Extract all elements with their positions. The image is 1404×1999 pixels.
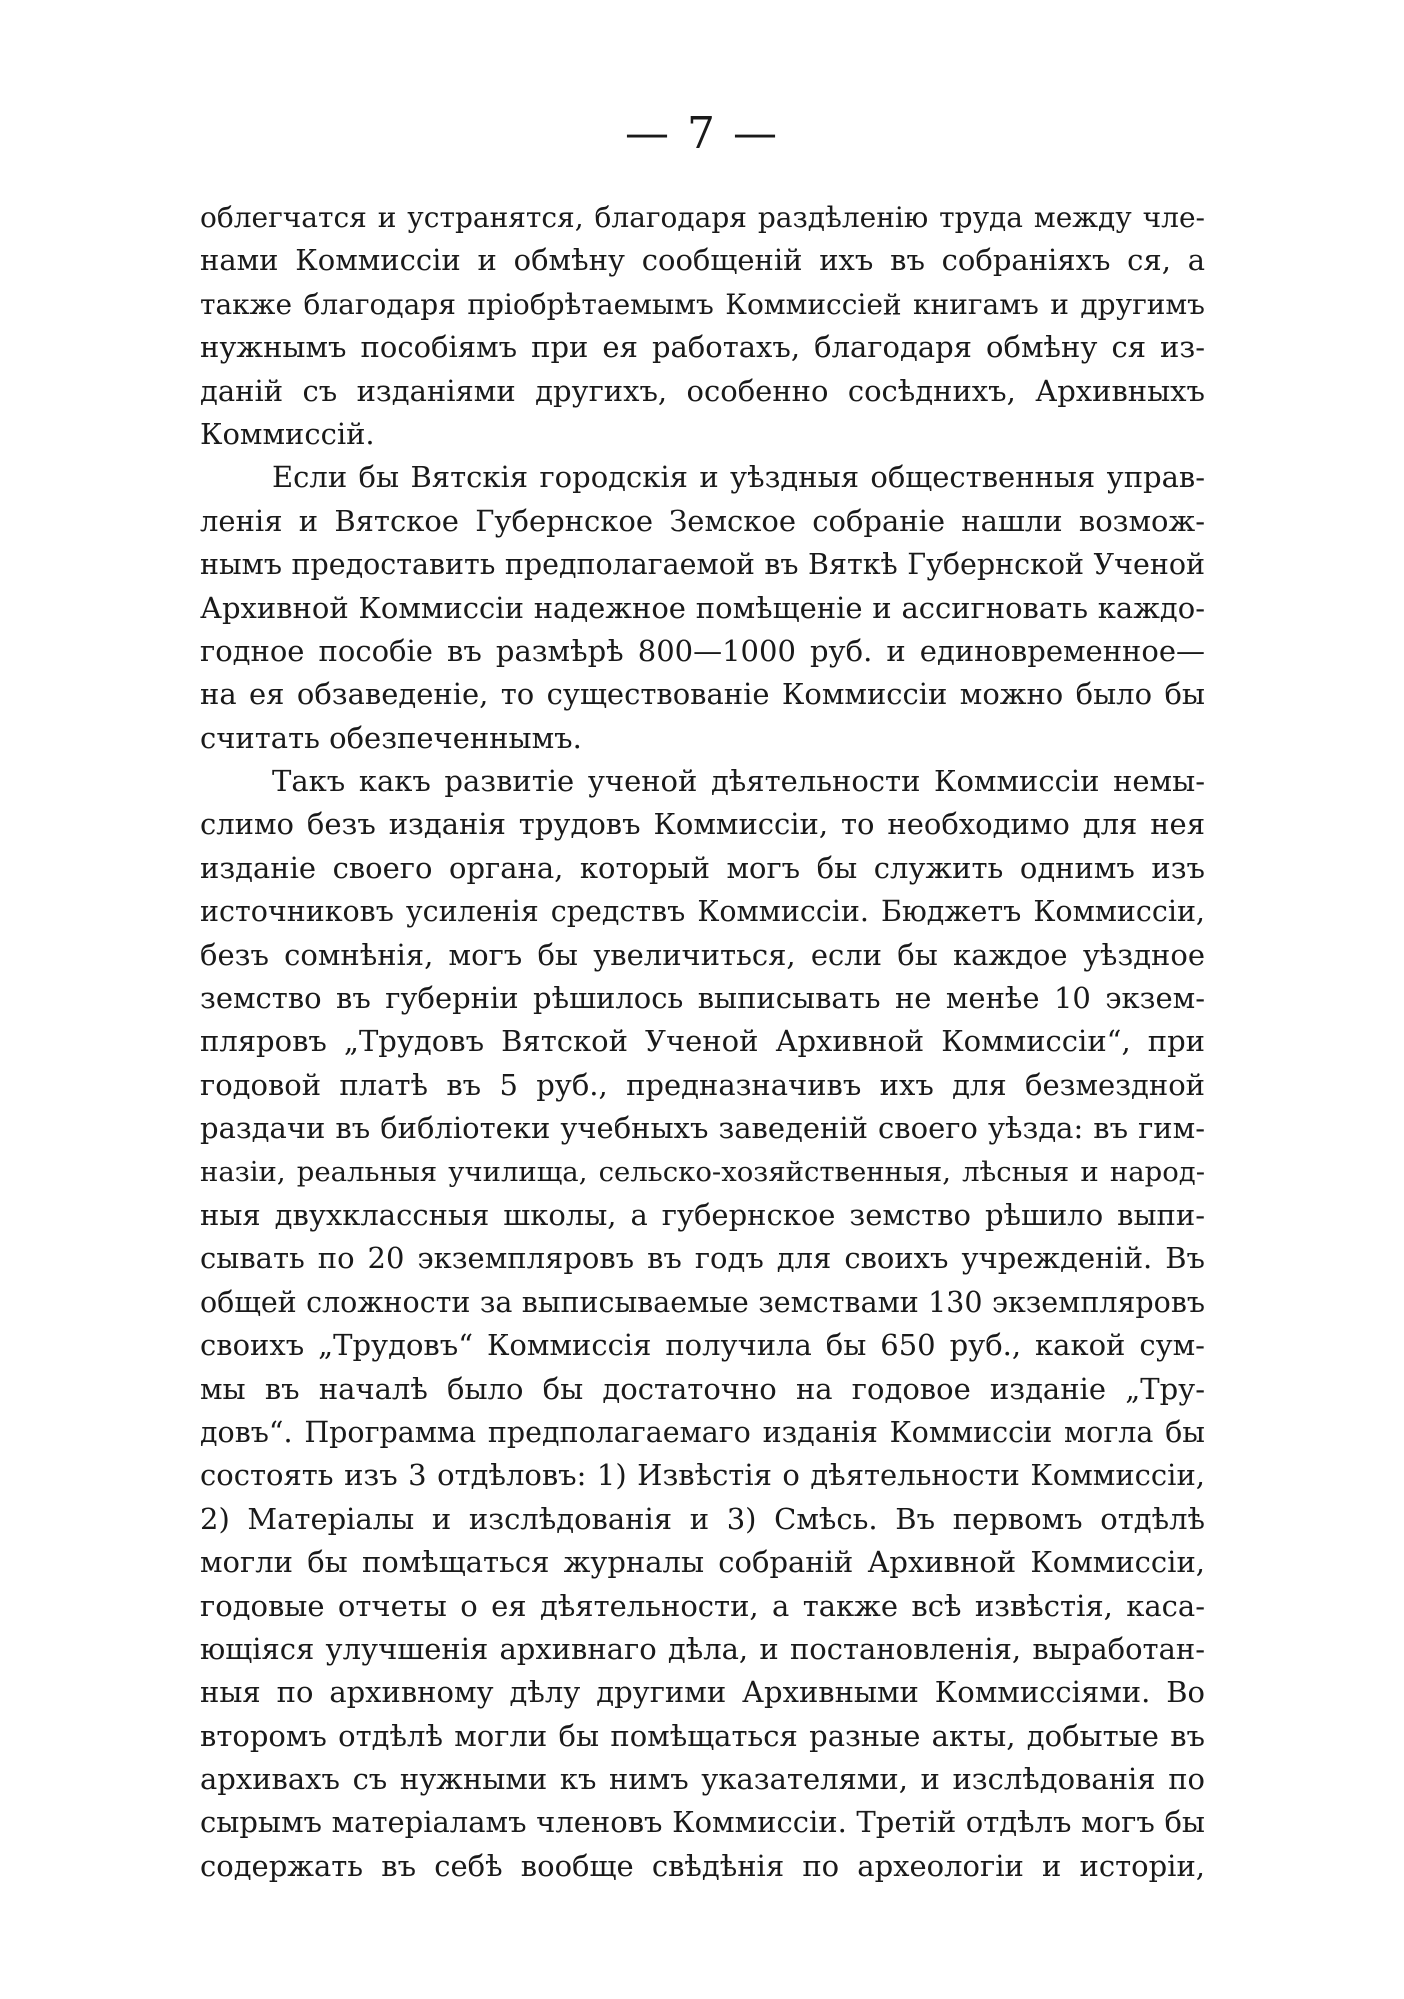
text-line: ющіяся улучшенія архивнаго дѣла, и постановленія, выработан- [200,1631,1205,1666]
text-line: также благодаря пріобрѣтаемымъ Коммиссіей книгамъ и другимъ [200,287,1205,321]
text-line: сырымъ матеріаламъ членовъ Коммиссіи. Третій отдѣлъ могъ бы [200,1805,1205,1840]
text-line: мы въ началѣ было бы достаточно на годовое изданіе „Тру- [200,1371,1205,1406]
text-line: ныя двухклассныя школы, а губернское земство рѣшило выпи- [200,1197,1205,1232]
text-line: годовые отчеты о ея дѣятельности, а также всѣ извѣстія, каса- [200,1588,1205,1623]
text-line: нымъ предоставить предполагаемой въ Вяткѣ Губернской Ученой [200,548,1205,582]
text-line: довъ“. Программа предполагаемаго изданія Коммиссіи могла бы [200,1415,1205,1449]
text-line: архивахъ съ нужными къ нимъ указателями, и изслѣдованія по [200,1762,1205,1797]
text-line: второмъ отдѣлѣ могли бы помѣщаться разные акты, добытые въ [200,1718,1205,1753]
text-line: считать обезпеченнымъ. [200,720,582,755]
text-line: на ея обзаведеніе, то существованіе Коммиссіи можно было бы [200,677,1205,712]
text-line: своихъ „Трудовъ“ Коммиссія получила бы 650 руб., какой сум- [200,1328,1205,1363]
text-line: слимо безъ изданія трудовъ Коммиссіи, то необходимо для нея [200,807,1205,842]
text-line: могли бы помѣщаться журналы собраній Архивной Коммиссіи, [200,1545,1205,1580]
text-line: Если бы Вятскія городскія и уѣздныя общественныя управ- [272,460,1205,495]
text-line: 2) Матеріалы и изслѣдованія и 3) Смѣсь. Въ первомъ отдѣлѣ [200,1501,1205,1536]
text-line: даній съ изданіями другихъ, особенно сосѣднихъ, Архивныхъ [200,373,1205,408]
page-number: — 7 — [625,108,779,159]
text-line: нами Коммиссіи и обмѣну сообщеній ихъ въ собраніяхъ ся, а [200,243,1205,278]
text-line: пляровъ „Трудовъ Вятской Ученой Архивной Коммиссіи“, при [200,1024,1205,1059]
text-line: земство въ губерніи рѣшилось выписывать не менѣе 10 экзем- [200,981,1205,1016]
text-line: содержать въ себѣ вообще свѣдѣнія по археологіи и исторіи, [200,1848,1205,1883]
text-line: сывать по 20 экземпляровъ въ годъ для своихъ учрежденій. Въ [200,1241,1205,1276]
text-line: Коммиссій. [200,416,375,451]
text-line: изданіе своего органа, который могъ бы служить однимъ изъ [200,850,1205,885]
text-line: источниковъ усиленія средствъ Коммиссіи. Бюджетъ Коммиссіи, [200,895,1205,929]
text-line: состоять изъ 3 отдѣловъ: 1) Извѣстія о дѣятельности Коммиссіи, [200,1458,1205,1493]
text-line: назіи, реальныя училища, сельско-хозяйственныя, лѣсныя и народ- [200,1155,1205,1188]
text-line: безъ сомнѣнія, могъ бы увеличиться, если бы каждое уѣздное [200,937,1205,972]
body-text [200,196,1205,1888]
text-line: ленія и Вятское Губернское Земское собраніе нашли возмож- [200,503,1205,538]
text-line: годное пособіе въ размѣрѣ 800—1000 руб. и единовременное— [200,633,1205,668]
text-line: общей сложности за выписываемые земствами 130 экземпляровъ [200,1285,1205,1319]
text-line: Такъ какъ развитіе ученой дѣятельности Коммиссіи немы- [272,764,1205,799]
text-line: годовой платѣ въ 5 руб., предназначивъ ихъ для безмездной [200,1067,1205,1102]
text-line: ныя по архивному дѣлу другими Архивными Коммиссіями. Во [200,1675,1205,1710]
text-line: облегчатся и устранятся, благодаря раздѣленію труда между чле- [200,201,1205,234]
text-line: раздачи въ библіотеки учебныхъ заведеній своего уѣзда: въ гим- [200,1111,1205,1146]
text-line: нужнымъ пособіямъ при ея работахъ, благодаря обмѣну ся из- [200,330,1205,365]
text-line: Архивной Коммиссіи надежное помѣщеніе и ассигновать каждо- [200,590,1205,625]
